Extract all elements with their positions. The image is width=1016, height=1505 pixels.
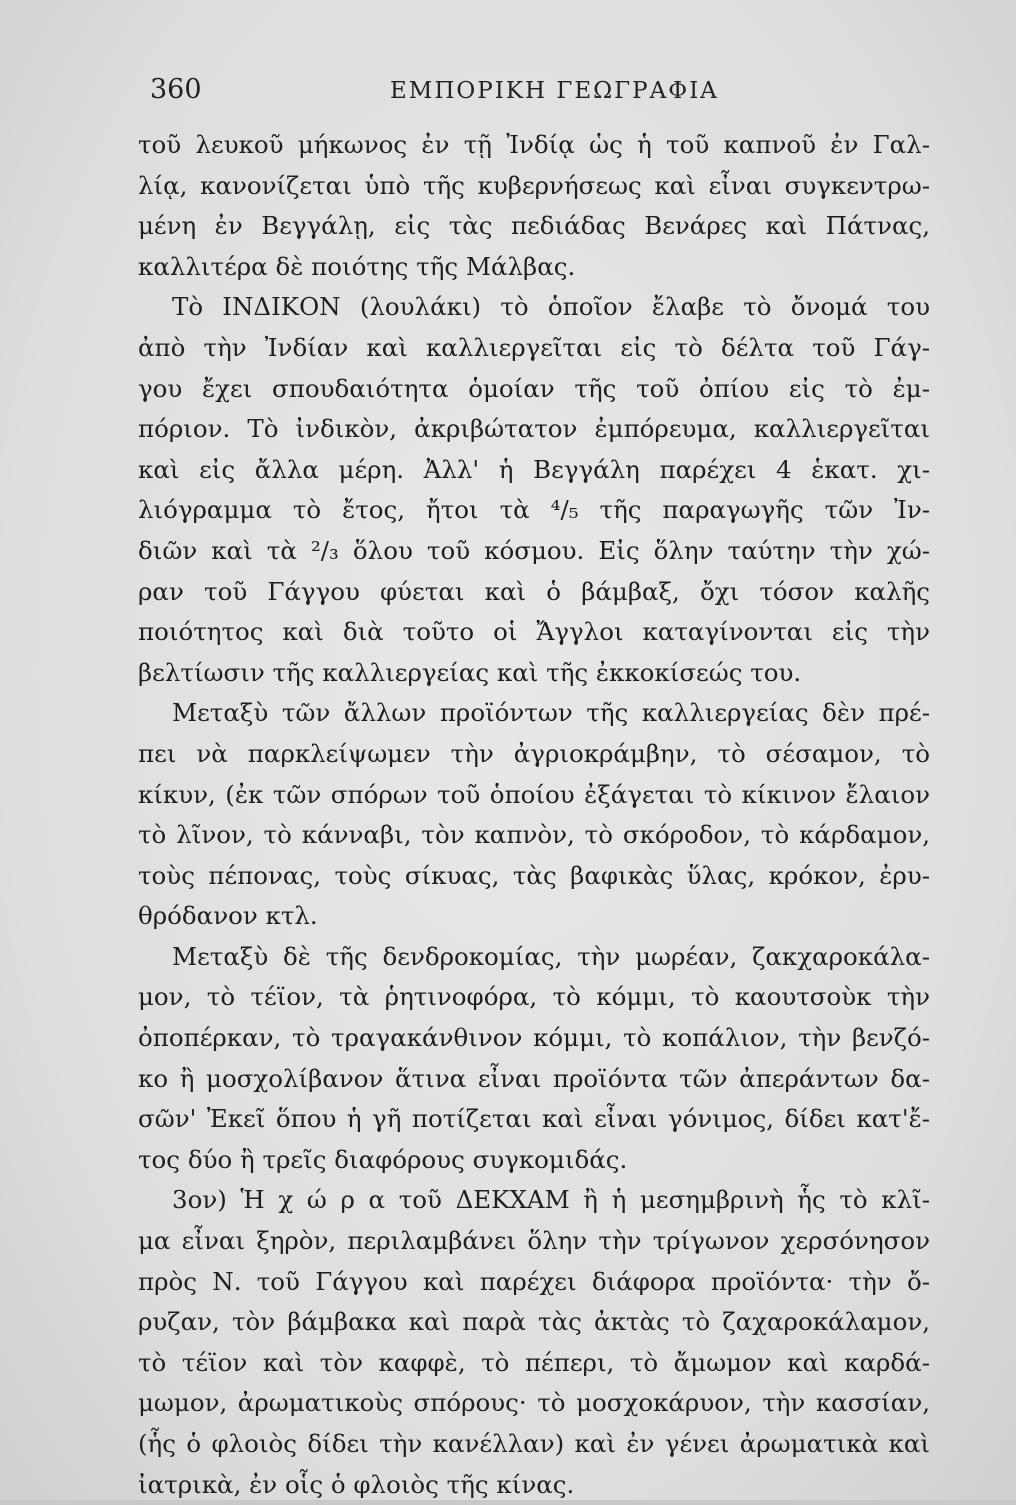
text-line: καὶ εἰς ἄλλα μέρη. Ἀλλ' ἡ Βεγγάλη παρέχει 4 ἑκατ. χι-: [138, 454, 930, 484]
running-title: ΕΜΠΟΡΙΚΗ ΓΕΩΓΡΑΦΙΑ: [390, 78, 719, 104]
text-line: πει νὰ παρκλείψωμεν τὴν ἀγριοκράμβην, τὸ σέσαμον, τὸ: [138, 738, 930, 768]
page-number: 360: [150, 74, 202, 105]
text-line: λιόγραμμα τὸ ἔτος, ἤτοι τὰ ⁴/₅ τῆς παραγωγῆς τῶν Ἰν-: [138, 495, 930, 525]
text-line: τοῦ λευκοῦ μήκωνος ἐν τῇ Ἰνδίᾳ ὡς ἡ τοῦ καπνοῦ ἐν Γαλ-: [138, 130, 930, 159]
text-line: τος δύο ἢ τρεῖς διαφόρους συγκομιδάς.: [138, 1144, 628, 1174]
text-line: ἰατρικὰ, ἐν οἷς ὁ φλοιὸς τῆς κίνας.: [138, 1469, 575, 1499]
text-line: μένη ἐν Βεγγάλῃ, εἰς τὰς πεδιάδας Βενάρες καὶ Πάτνας,: [138, 211, 930, 241]
text-line: ἀπὸ τὴν Ἰνδίαν καὶ καλλιεργεῖται εἰς τὸ δέλτα τοῦ Γάγ-: [138, 332, 930, 362]
text-line: πόριον. Τὸ ἰνδικὸν, ἀκριβώτατον ἐμπόρευμα, καλλιεργεῖται: [138, 414, 930, 444]
text-line: πρὸς Ν. τοῦ Γάγγου καὶ παρέχει διάφορα προϊόντα· τὴν ὄ-: [138, 1266, 930, 1296]
text-line: μα εἶναι ξηρὸν, περιλαμβάνει ὅλην τὴν τρίγωνον χερσόνησον: [138, 1226, 930, 1256]
text-line: λίᾳ, κανονίζεται ὑπὸ τῆς κυβερνήσεως καὶ εἶναι συγκεντρω-: [138, 170, 930, 200]
text-line: (ἧς ὁ φλοιὸς δίδει τὴν κανέλλαν) καὶ ἐν γένει ἀρωματικὰ καὶ: [138, 1429, 930, 1458]
text-line: Τὸ ΙΝΔΙΚΟΝ (λουλάκι) τὸ ὁποῖον ἔλαβε τὸ ὄνομά του: [172, 292, 930, 322]
text-line: ποιότητος καὶ διὰ τοῦτο οἱ Ἄγγλοι καταγίνονται εἰς τὴν: [138, 617, 930, 647]
text-line: σῶν' Ἐκεῖ ὅπου ἡ γῆ ποτίζεται καὶ εἶναι γόνιμος, δίδει κατ'ἔ-: [138, 1104, 930, 1134]
text-line: ὀποπέρκαν, τὸ τραγακάνθινον κόμμι, τὸ κοπάλιον, τὴν βενζό-: [138, 1023, 930, 1053]
text-line: βελτίωσιν τῆς καλλιεργείας καὶ τῆς ἐκκοκίσεώς του.: [138, 657, 802, 687]
text-line: Μεταξὺ τῶν ἄλλων προϊόντων τῆς καλλιεργείας δὲν πρέ-: [172, 698, 930, 728]
body-text: [138, 125, 930, 1505]
text-line: κίκυν, (ἐκ τῶν σπόρων τοῦ ὁποίου ἐξάγεται τὸ κίκινον ἔλαιον: [138, 779, 930, 809]
text-line: κο ἢ μοσχολίβανον ἅτινα εἶναι προϊόντα τῶν ἀπεράντων δα-: [138, 1063, 930, 1093]
page-header: [150, 74, 930, 114]
text-line: Μεταξὺ δὲ τῆς δενδροκομίας, τὴν μωρέαν, ζακχαροκάλα-: [172, 941, 930, 971]
text-line: τὸ τέϊον καὶ τὸν καφφὲ, τὸ πέπερι, τὸ ἄμωμον καὶ καρδά-: [138, 1347, 930, 1377]
text-line: θρόδανον κτλ.: [138, 901, 318, 931]
text-line: ραν τοῦ Γάγγου φύεται καὶ ὁ βάμβαξ, ὄχι τόσον καλῆς: [138, 576, 930, 606]
text-line: μωμον, ἀρωματικοὺς σπόρους· τὸ μοσχοκάρυον, τὴν κασσίαν,: [138, 1388, 930, 1418]
text-line: 3ον) Ἡ χ ώ ρ α τοῦ ΔΕΚΧΑΜ ἢ ἡ μεσημβρινὴ ἧς τὸ κλῖ-: [172, 1185, 930, 1215]
text-line: ρυζαν, τὸν βάμβακα καὶ παρὰ τὰς ἀκτὰς τὸ ζαχαροκάλαμον,: [138, 1307, 930, 1337]
text-line: διῶν καὶ τὰ ²/₃ ὅλου τοῦ κόσμου. Εἰς ὅλην ταύτην τὴν χώ-: [138, 535, 930, 565]
text-line: καλλιτέρα δὲ ποιότης τῆς Μάλβας.: [138, 251, 576, 281]
text-line: μον, τὸ τέϊον, τὰ ῥητινοφόρα, τὸ κόμμι, τὸ καουτσοὺκ τὴν: [138, 982, 930, 1012]
text-line: γου ἔχει σπουδαιότητα ὁμοίαν τῆς τοῦ ὀπίου εἰς τὸ ἐμ-: [138, 373, 930, 403]
text-line: τοὺς πέπονας, τοὺς σίκυας, τὰς βαφικὰς ὕλας, κρόκον, ἐρυ-: [138, 860, 930, 890]
text-line: τὸ λῖνον, τὸ κάνναβι, τὸν καπνὸν, τὸ σκόροδον, τὸ κάρδαμον,: [138, 820, 930, 850]
